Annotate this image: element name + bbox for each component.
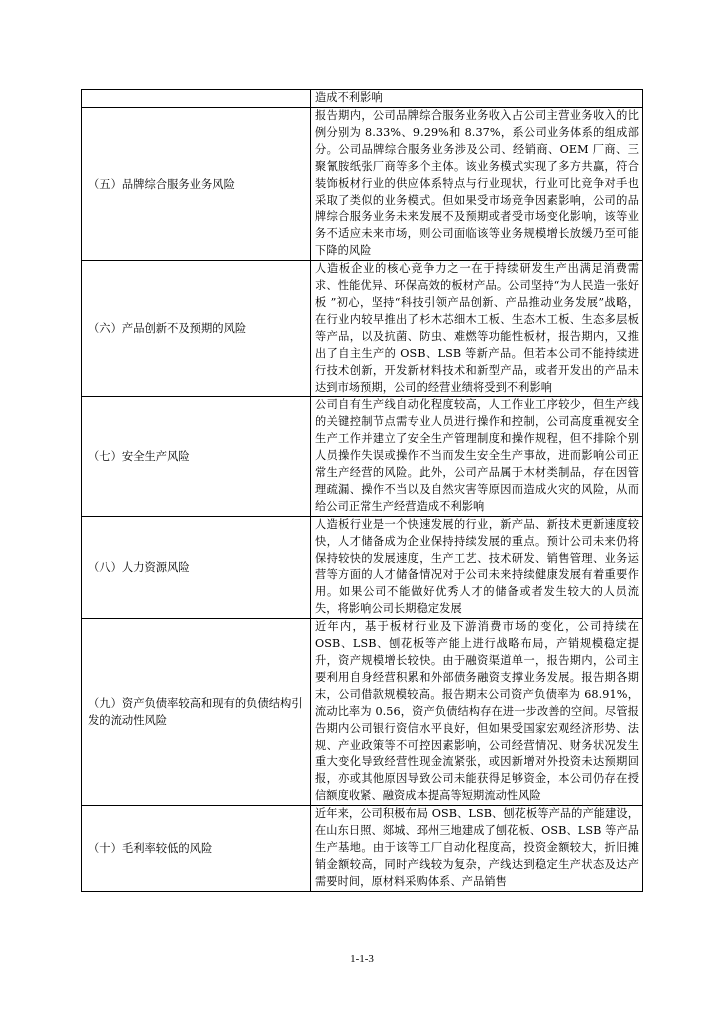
- risk-description: 近年内，基于板材行业及下游消费市场的变化，公司持续在 OSB、LSB、刨花板等产能上进行战略布局，产销规模稳定提升，资产规模增长较快。由于融资渠道单一，报告期内，公司主要利用自身经营积累和外部债务融资支撑业务发展。报告期各期末，公司借款规模较高。报告期末公司资产负债率为 68.91%，流动比率为 0.56，资产负债结构存在进一步改善的空间。尽管报告期内公司银行资信水平良好，但如果受国家宏观经济形势、法规、产业政策等不可控因素影响，公司经营情况、财务状况发生重大变化导致经营性现金流紧张，或因新增对外投资未达预期回报，亦或其他原因导致公司未能获得足够资金，本公司仍存在授信额度收紧、融资成本提高等短期流动性风险: [315, 620, 639, 803]
- risk-title-cell: [82, 516, 311, 618]
- risk-title-cell: [82, 90, 311, 108]
- table-row: [82, 806, 643, 892]
- risk-description: 造成不利影响: [315, 91, 383, 105]
- risk-title: （八）人力资源风险: [88, 560, 190, 574]
- risk-title: （七）安全生产风险: [88, 450, 190, 464]
- risk-title-cell: [82, 108, 311, 261]
- risk-factor-table: [81, 89, 643, 892]
- page-number: 1-1-3: [350, 953, 374, 965]
- risk-description-cell: [311, 619, 643, 806]
- risk-description-cell: [311, 806, 643, 892]
- risk-title-cell: [82, 619, 311, 806]
- risk-description-cell: [311, 397, 643, 516]
- risk-title-cell: [82, 806, 311, 892]
- table-row: [82, 90, 643, 108]
- risk-title: （六）产品创新不及预期的风险: [88, 322, 247, 336]
- table-row: [82, 261, 643, 397]
- risk-title: （十）毛利率较低的风险: [88, 841, 213, 855]
- risk-description: 报告期内，公司品牌综合服务业务收入占公司主营业务收入的比例分别为 8.33%、9.29%和 8.37%，系公司业务体系的组成部分。公司品牌综合服务业务涉及公司、经销商、OEM 厂商、三聚氰胺纸张厂商等多个主体。该业务模式实现了多方共赢，符合装饰板材行业的供应体系特点与行业现状，行业可比竞争对手也采取了类似的业务模式。但如果受市场竞争因素影响，公司的品牌综合服务业务未来发展不及预期或者受市场变化影响，该等业务不适应未来市场，则公司面临该等业务规模增长放缓乃至可能下降的风险: [315, 109, 639, 258]
- risk-description: 人造板行业是一个快速发展的行业，新产品、新技术更新速度较快，人才储备成为企业保持持续发展的重点。预计公司未来仍将保持较快的发展速度，生产工艺、技术研发、销售管理、业务运营等方面的人才储备情况对于公司未来持续健康发展有着重要作用。如果公司不能做好优秀人才的储备或者发生较大的人员流失，将影响公司长期稳定发展: [315, 517, 639, 616]
- risk-description-cell: [311, 516, 643, 618]
- risk-description-cell: [311, 90, 643, 108]
- risk-title-cell: [82, 261, 311, 397]
- table-row: [82, 108, 643, 261]
- table-row: [82, 516, 643, 618]
- risk-description: 公司自有生产线自动化程度较高，人工作业工序较少，但生产线的关键控制节点需专业人员进行操作和控制，公司高度重视安全生产工作并建立了安全生产管理制度和操作规程，但不排除个别人员操作失误或操作不当而发生安全生产事故，进而影响公司正常生产经营的风险。此外，公司产品属于木材类制品，存在因管理疏漏、操作不当以及自然灾害等原因而造成火灾的风险，从而给公司正常生产经营造成不利影响: [315, 398, 639, 513]
- risk-description: 近年来，公司积极布局 OSB、LSB、刨花板等产品的产能建设，在山东日照、郯城、邳州三地建成了刨花板、OSB、LSB 等产品生产基地。由于该等工厂自动化程度高，投资金额较大，折旧摊销金额较高，同时产线较为复杂，产线达到稳定生产状态及达产需要时间，原材料采购体系、产品销售: [315, 807, 639, 888]
- risk-description-cell: [311, 261, 643, 397]
- risk-title: （五）品牌综合服务业务风险: [88, 177, 235, 191]
- table-row: [82, 397, 643, 516]
- table-row: [82, 619, 643, 806]
- risk-title: （九）资产负债率较高和现有的负债结构引发的流动性风险: [88, 697, 303, 728]
- risk-description: 人造板企业的核心竞争力之一在于持续研发生产出满足消费需求、性能优异、环保高效的板材产品。公司坚持“为人民造一张好板 ”初心，坚持“科技引领产品创新、产品推动业务发展”战略，在行业内较早推出了杉木芯细木工板、生态木工板、生态多层板等产品，以及抗菌、防虫、难燃等功能性板材，报告期内，又推出了自主生产的 OSB、LSB 等新产品。但若本公司不能持续进行技术创新，开发新材料技术和新型产品，或者开发出的产品未达到市场预期，公司的经营业绩将受到不利影响: [315, 262, 639, 394]
- risk-description-cell: [311, 108, 643, 261]
- risk-title-cell: [82, 397, 311, 516]
